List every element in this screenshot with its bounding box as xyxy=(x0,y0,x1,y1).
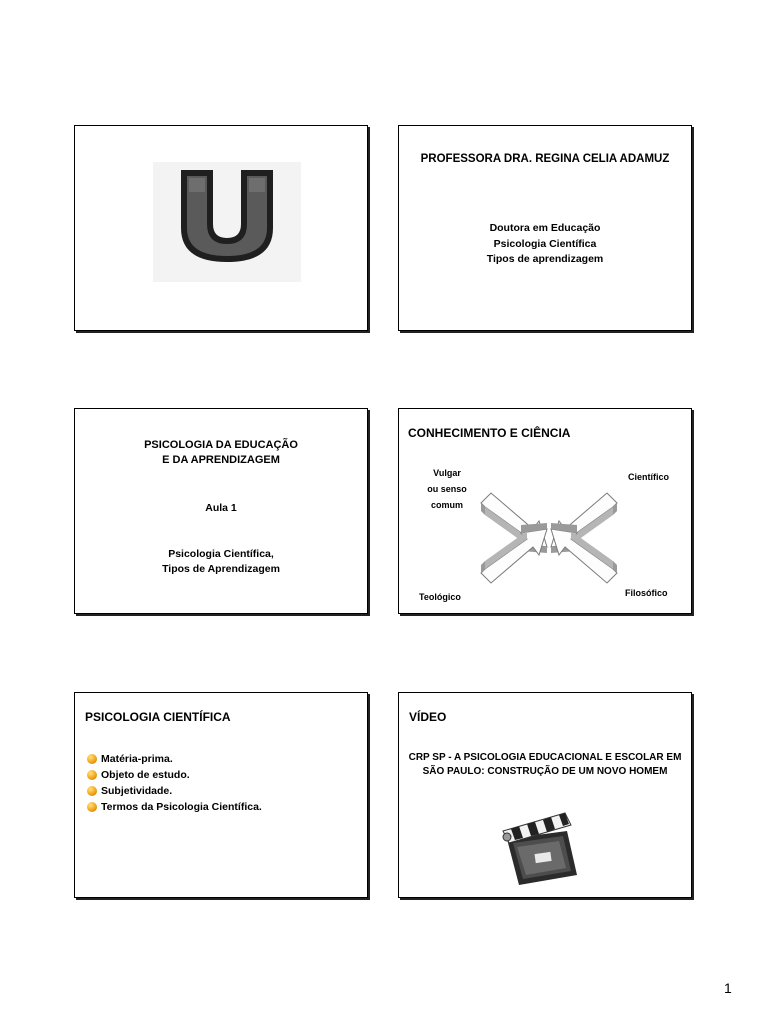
video-description: CRP SP - A PSICOLOGIA EDUCACIONAL E ESCOLAR EM SÃO PAULO: CONSTRUÇÃO DE UM NOVO HOMEM xyxy=(408,752,682,777)
label-teologico: Teológico xyxy=(419,592,461,602)
slide-3-title-line: PSICOLOGIA DA EDUCAÇÃO xyxy=(144,439,298,451)
converging-arrows-icon xyxy=(465,487,633,593)
bullet-dot-icon xyxy=(87,770,97,780)
bullet-dot-icon xyxy=(87,786,97,796)
slide-3-title-line: E DA APRENDIZAGEM xyxy=(162,454,280,466)
slide-4-title: CONHECIMENTO E CIÊNCIA xyxy=(408,426,571,440)
slide-2-lines xyxy=(399,221,691,268)
slide-3-title xyxy=(75,438,367,468)
slide-3-subtitle-line: Tipos de Aprendizagem xyxy=(162,563,280,575)
list-item xyxy=(87,751,262,767)
slide-2-line: Psicologia Científica xyxy=(493,237,597,250)
list-item-text: Termos da Psicologia Científica. xyxy=(101,801,262,813)
bullet-dot-icon xyxy=(87,754,97,764)
bullet-list xyxy=(87,751,262,815)
page-number: 1 xyxy=(724,980,732,996)
list-item-text: Matéria-prima. xyxy=(101,753,173,765)
label-vulgar-line: comum xyxy=(430,500,463,510)
slide-2-title: PROFESSORA DRA. REGINA CELIA ADAMUZ xyxy=(420,153,670,165)
label-vulgar-line: ou senso xyxy=(427,484,467,494)
list-item xyxy=(87,767,262,783)
slide-2 xyxy=(398,125,692,331)
slide-5 xyxy=(74,692,368,898)
label-cientifico: Científico xyxy=(628,472,670,482)
list-item-text: Objeto de estudo. xyxy=(101,769,190,781)
slide-3-subtitle-line: Psicologia Científica, xyxy=(168,548,274,560)
label-filosofico: Filosófico xyxy=(625,588,668,598)
slide-5-title: PSICOLOGIA CIENTÍFICA xyxy=(85,710,231,724)
label-vulgar-line: Vulgar xyxy=(433,468,461,478)
slide-6-title: VÍDEO xyxy=(409,710,447,724)
list-item xyxy=(87,799,262,815)
bullet-dot-icon xyxy=(87,802,97,812)
clapperboard-icon xyxy=(499,805,585,889)
slide-4 xyxy=(398,408,692,614)
slide-3 xyxy=(74,408,368,614)
slide-1 xyxy=(74,125,368,331)
list-item-text: Subjetividade. xyxy=(101,785,173,797)
slide-2-line: Tipos de aprendizagem xyxy=(486,253,604,265)
list-item xyxy=(87,783,262,799)
slide-3-aula: Aula 1 xyxy=(205,502,237,514)
slide-6 xyxy=(398,692,692,898)
university-logo-icon xyxy=(153,162,301,282)
slide-2-line: Doutora em Educação xyxy=(489,222,601,234)
slide-3-subtitle xyxy=(75,547,367,577)
